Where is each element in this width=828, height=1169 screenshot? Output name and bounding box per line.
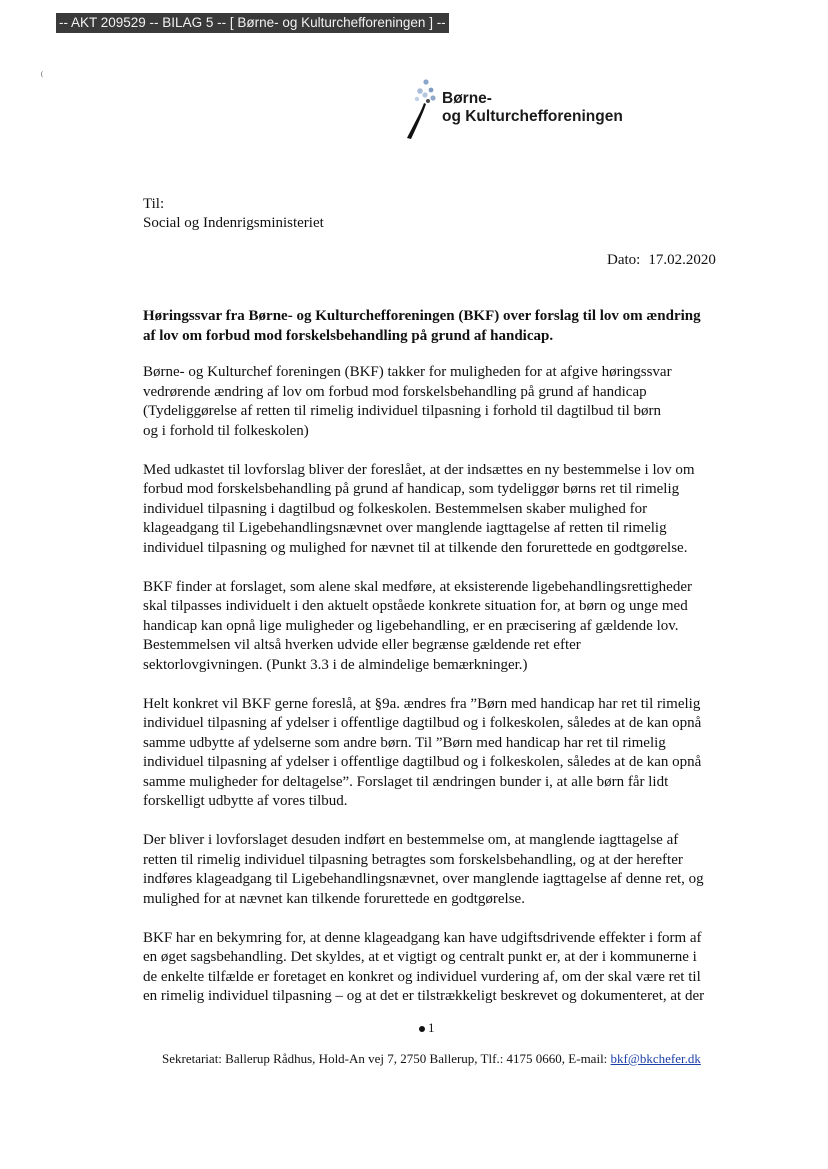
page-number	[419, 1020, 435, 1036]
stray-mark: (	[41, 70, 44, 78]
bullet-icon	[419, 1026, 425, 1032]
footer-address: Sekretariat: Ballerup Rådhus, Hold-An vej 7, 2750 Ballerup, Tlf.: 4175 0660, E-mail:	[162, 1051, 608, 1066]
text-line: individuel tilpasning af ydelser i offentlige dagtilbud og i folkeskolen, således at de kan opnå	[143, 754, 702, 770]
text-line: forskelligt udbytte af vores tilbud.	[143, 793, 348, 809]
recipient-block	[143, 195, 324, 233]
text-line: BKF finder at forslaget, som alene skal medføre, at eksisterende ligebehandlingsrettigheder	[143, 578, 692, 595]
flower-logo-icon	[402, 76, 440, 140]
text-line: retten til rimelig individuel tilpasning betragtes som forskelsbehandling, og at der herefter	[143, 851, 683, 868]
text-line: handicap kan opnå lige muligheder og ligebehandling, er en præcisering af gældende lov.	[143, 617, 679, 634]
text-line: indføres klageadgang til Ligebehandlingsnævnet, over manglende iagttagelse af denne ret, og	[143, 871, 704, 887]
text-line: sektorlovgivningen. (Punkt 3.3 i de almindelige bemærkninger.)	[143, 656, 528, 673]
text-line: individuel tilpasning i dagtilbud og folkeskolen. Bestemmelsen skaber mulighed for	[143, 500, 648, 517]
text-line: og i forhold til folkeskolen)	[143, 422, 309, 439]
text-line: BKF har en bekymring for, at denne klageadgang kan have udgiftsdrivende effekter i form af	[143, 929, 702, 946]
text-line: Børne- og Kulturchef foreningen (BKF) takker for muligheden for at afgive høringssvar	[143, 364, 672, 380]
date-line	[607, 252, 716, 269]
paragraph	[143, 695, 725, 812]
logo-wordmark	[442, 90, 623, 126]
text-line: skal tilpasses individuelt i den aktuelt opståede konkrete situation for, at børn og unge med	[143, 598, 688, 614]
recipient-label: Til:	[143, 196, 165, 212]
text-line: Der bliver i lovforslaget desuden indført en bestemmelse om, at manglende iagttagelse af	[143, 832, 679, 848]
recipient-name: Social og Indenrigsministeriet	[143, 215, 324, 231]
text-line: Med udkastet til lovforslag bliver der foreslået, at der indsættes en ny bestemmelse i lov om	[143, 461, 695, 478]
date-label: Dato:	[607, 252, 641, 268]
text-line: en øget sagsbehandling. Det skyldes, at et vigtigt og centralt punkt er, at der i kommunerne i	[143, 949, 697, 965]
text-line: samme muligheder for deltagelse”. Forslaget til ændringen bunder i, at alle børn får lidt	[143, 773, 669, 790]
paragraph	[143, 831, 725, 909]
paragraph	[143, 578, 725, 676]
text-line: klageadgang til Ligebehandlingsnævnet over manglende iagttagelse af retten til rimelig	[143, 520, 667, 536]
document-headline: Høringssvar fra Børne- og Kulturchefforeningen (BKF) over forslag til lov om ændring af lov om forbud mod forskelsbehandling på grund af handicap.	[143, 308, 701, 344]
text-line: de enkelte tilfælde er foretaget en konkret og individuel vurdering af, om der skal være ret til	[143, 968, 701, 985]
text-line: vedrørende ændring af lov om forbud mod forskelsbehandling på grund af handicap	[143, 383, 647, 400]
text-line: Bestemmelsen vil altså hverken udvide eller begrænse gældende ret efter	[143, 637, 581, 653]
logo-line-1: Børne-	[442, 90, 492, 107]
footer	[162, 1051, 701, 1067]
date-value: 17.02.2020	[648, 252, 716, 268]
logo-line-2: og Kulturchefforeningen	[442, 108, 623, 125]
page-number-value: 1	[428, 1020, 435, 1035]
text-line: Helt konkret vil BKF gerne foreslå, at §9a. ændres fra ”Børn med handicap har ret til rimelig	[143, 695, 701, 712]
archive-stamp: -- AKT 209529 -- BILAG 5 -- [ Børne- og Kulturchefforeningen ] --	[56, 13, 449, 33]
paragraph	[143, 461, 725, 559]
paragraph	[143, 929, 725, 1007]
text-line: samme udbytte af ydelserne som andre børn. Til ”Børn med handicap har ret til rimelig	[143, 734, 666, 751]
text-line: individuel tilpasning og mulighed for nævnet til at tilkende den forurettede en godtgørelse.	[143, 539, 688, 556]
bkf-logo	[402, 76, 642, 140]
text-line: (Tydeliggørelse af retten til rimelig individuel tilpasning i forhold til dagtilbud til børn	[143, 403, 662, 419]
text-line: en rimelig individuel tilpasning – og at det er tilstrækkeligt beskrevet og dokumenteret, at der	[143, 988, 705, 1004]
footer-email-link[interactable]: bkf@bkchefer.dk	[610, 1051, 701, 1066]
letter-body	[143, 363, 725, 1026]
text-line: mulighed for at nævnet kan tilkende forurettede en godtgørelse.	[143, 890, 525, 907]
paragraph	[143, 363, 725, 441]
text-line: forbud mod forskelsbehandling på grund af handicap, som tydeliggør børns ret til rimelig	[143, 481, 680, 497]
text-line: individuel tilpasning af ydelser i offentlige dagtilbud og i folkeskolen, således at de kan opnå	[143, 715, 702, 731]
